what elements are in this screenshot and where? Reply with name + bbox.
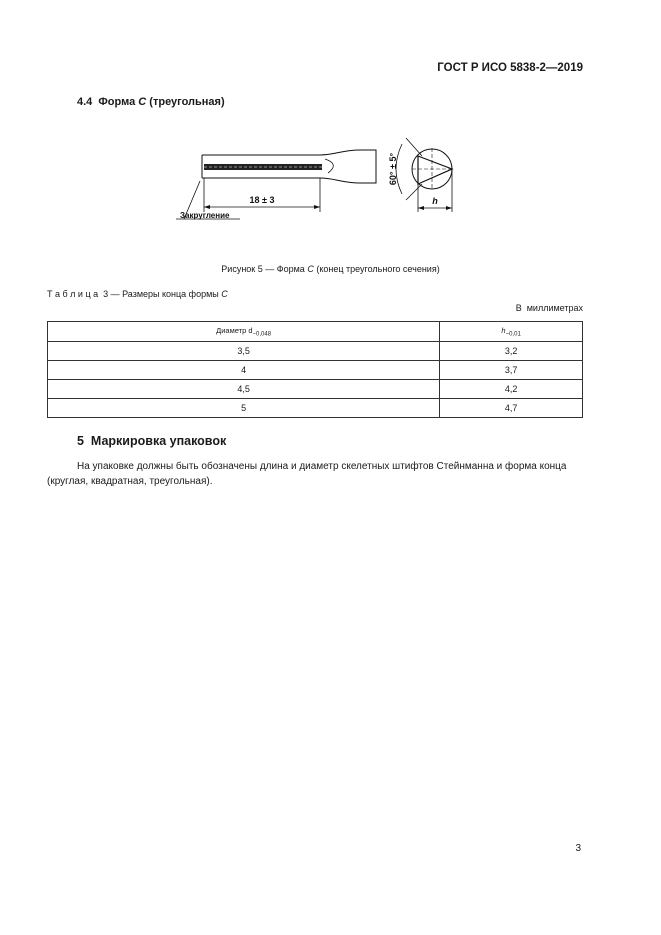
table-title-pre: Т а б л и ц а 3 — Размеры конца формы xyxy=(47,289,219,299)
table-row xyxy=(48,361,583,380)
figure-caption xyxy=(0,264,661,274)
table-cell: 4,5 xyxy=(48,380,440,399)
rounding-label: Закругление xyxy=(180,211,230,220)
col-h-header: $h_{-0,01}$ xyxy=(440,322,583,342)
h-dimension: h xyxy=(432,196,438,206)
table-cell: 4,2 xyxy=(440,380,583,399)
section-number: 4.4 xyxy=(77,96,93,108)
table-cell: 3,7 xyxy=(440,361,583,380)
dimensions-table xyxy=(47,321,583,418)
page-number: 3 xyxy=(575,843,581,854)
col-diameter-header: Диаметр $d_{-0,048}$ xyxy=(48,322,440,342)
table-row xyxy=(48,380,583,399)
caption-pre: Рисунок 5 — Форма xyxy=(221,264,305,274)
table-row xyxy=(48,342,583,361)
table-cell: 3,2 xyxy=(440,342,583,361)
end-view xyxy=(396,138,452,212)
section-5-paragraph xyxy=(47,459,583,489)
document-code: ГОСТ Р ИСО 5838-2—2019 xyxy=(437,62,583,74)
section-title-pre: Форма xyxy=(98,96,136,108)
table-cell: 3,5 xyxy=(48,342,440,361)
table-title-letter: С xyxy=(221,289,228,299)
table-header-row xyxy=(48,322,583,342)
table-cell: 4,7 xyxy=(440,399,583,418)
caption-letter: С xyxy=(307,264,314,274)
table-row xyxy=(48,399,583,418)
length-dimension: 18 ± 3 xyxy=(249,195,275,205)
section-5-heading: 5 Маркировка упаковок xyxy=(77,434,227,448)
section-title-post: (треугольная) xyxy=(149,96,225,108)
angle-dimension: 60° ± 5° xyxy=(388,152,398,186)
pin-drawing xyxy=(170,126,470,236)
paragraph-text: На упаковке должны быть обозначены длина и диаметр скелетных штифтов Стейнманна и форма конца (круглая, квадратная, треугольная). xyxy=(47,461,567,487)
section-4-4-title xyxy=(77,96,225,108)
caption-post: (конец треугольного сечения) xyxy=(316,264,440,274)
table-title xyxy=(47,289,228,299)
section-title-letter: С xyxy=(138,96,147,108)
table-units: В миллиметрах xyxy=(515,303,583,313)
table-cell: 5 xyxy=(48,399,440,418)
table-cell: 4 xyxy=(48,361,440,380)
